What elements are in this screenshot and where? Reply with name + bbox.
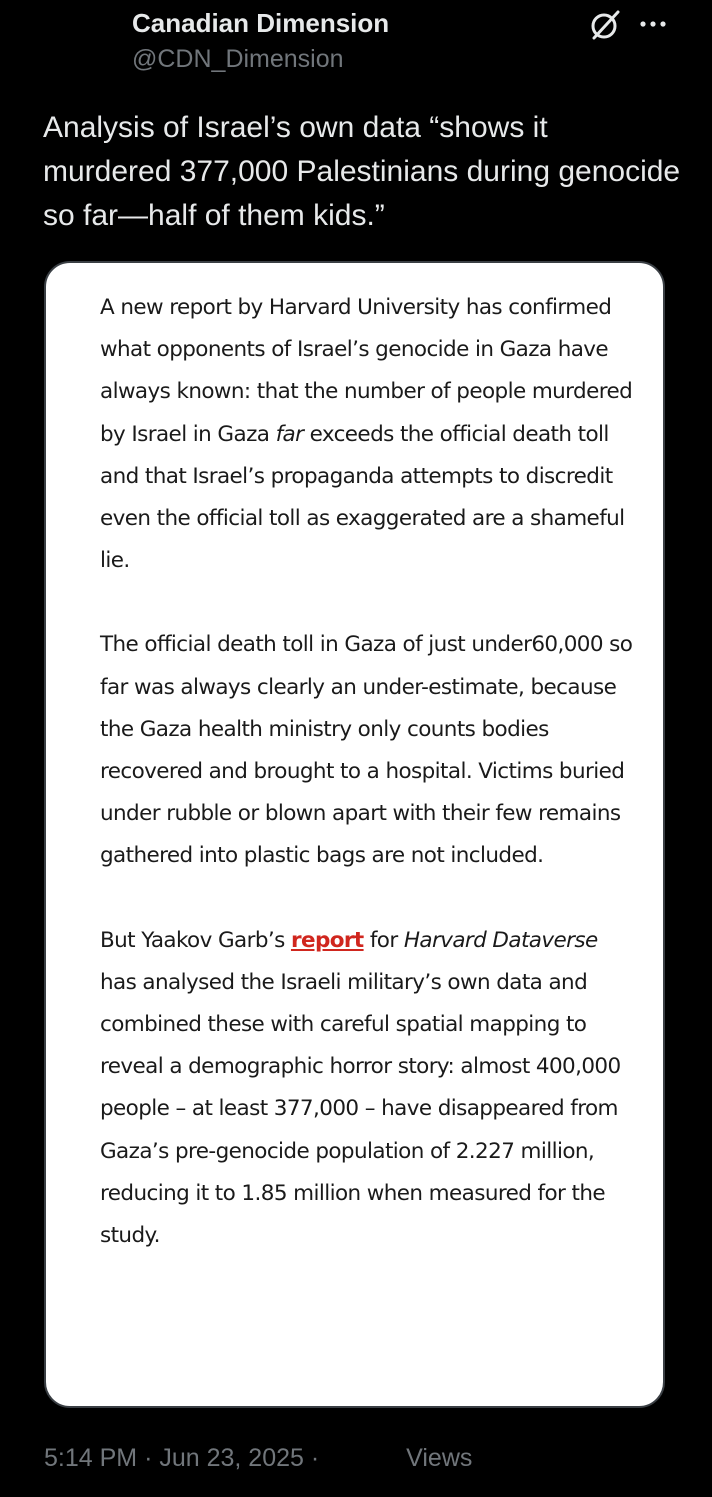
article-paragraph-2 (100, 624, 640, 877)
article-p2-text: The official death toll in Gaza of just under60,000 so far was always clearly an under-estimate, because the Gaza health ministry only counts bodies recovered and brought to a hospital. Victims buried under rubble or blown apart with their few remains gathered into plastic bags are not included. (100, 632, 633, 869)
views-label[interactable]: Views (406, 1444, 473, 1472)
tweet-footer (44, 1444, 472, 1473)
author-handle[interactable]: @CDN_Dimension (132, 45, 344, 73)
tweet-header (0, 0, 712, 90)
article-p3-text-c: has analysed the Israeli military’s own data and combined these with careful spatial mapping to reveal a demographic horror story: almost 400,000 people – at least 377,000 – have disappeared from Gaza’s pre-genocide population of 2.227 million, reducing it to 1.85 million when measured for the study. (100, 969, 621, 1249)
tweet-time[interactable]: 5:14 PM (44, 1444, 138, 1472)
article-p3-text-a: But Yaakov Garb’s (100, 927, 285, 953)
article-p1-italic: far (275, 421, 304, 447)
article-p1-rest: exceeds the official death toll and that Israel’s propaganda attempts to discredit even the official toll as exaggerated are a shameful lie. (100, 421, 625, 574)
separator-dot: · (310, 1444, 320, 1472)
article-excerpt (100, 287, 640, 1299)
article-p3-italic: Harvard Dataverse (403, 927, 598, 953)
article-p3-text-b: for (369, 927, 398, 953)
article-p1-text: A new report by Harvard University has confirmed what opponents of Israel’s genocide in Gaza have always known: that the number of people murdered by Israel in Gaza (100, 295, 633, 447)
report-link[interactable]: report (290, 927, 364, 953)
tweet-date[interactable]: Jun 23, 2025 (159, 1444, 304, 1472)
tweet-body: Analysis of Israel’s own data “shows it murdered 377,000 Palestinians during genocide so far—half of them kids.” (43, 111, 681, 232)
tweet-text (43, 106, 683, 238)
grok-slash-circle-icon[interactable] (588, 8, 622, 42)
separator-dot: · (144, 1444, 153, 1472)
author-display-name[interactable]: Canadian Dimension (132, 8, 390, 38)
article-screenshot-card[interactable] (44, 261, 665, 1408)
more-horizontal-icon[interactable] (637, 10, 669, 38)
article-paragraph-1 (100, 287, 640, 582)
article-paragraph-3 (100, 920, 640, 1258)
